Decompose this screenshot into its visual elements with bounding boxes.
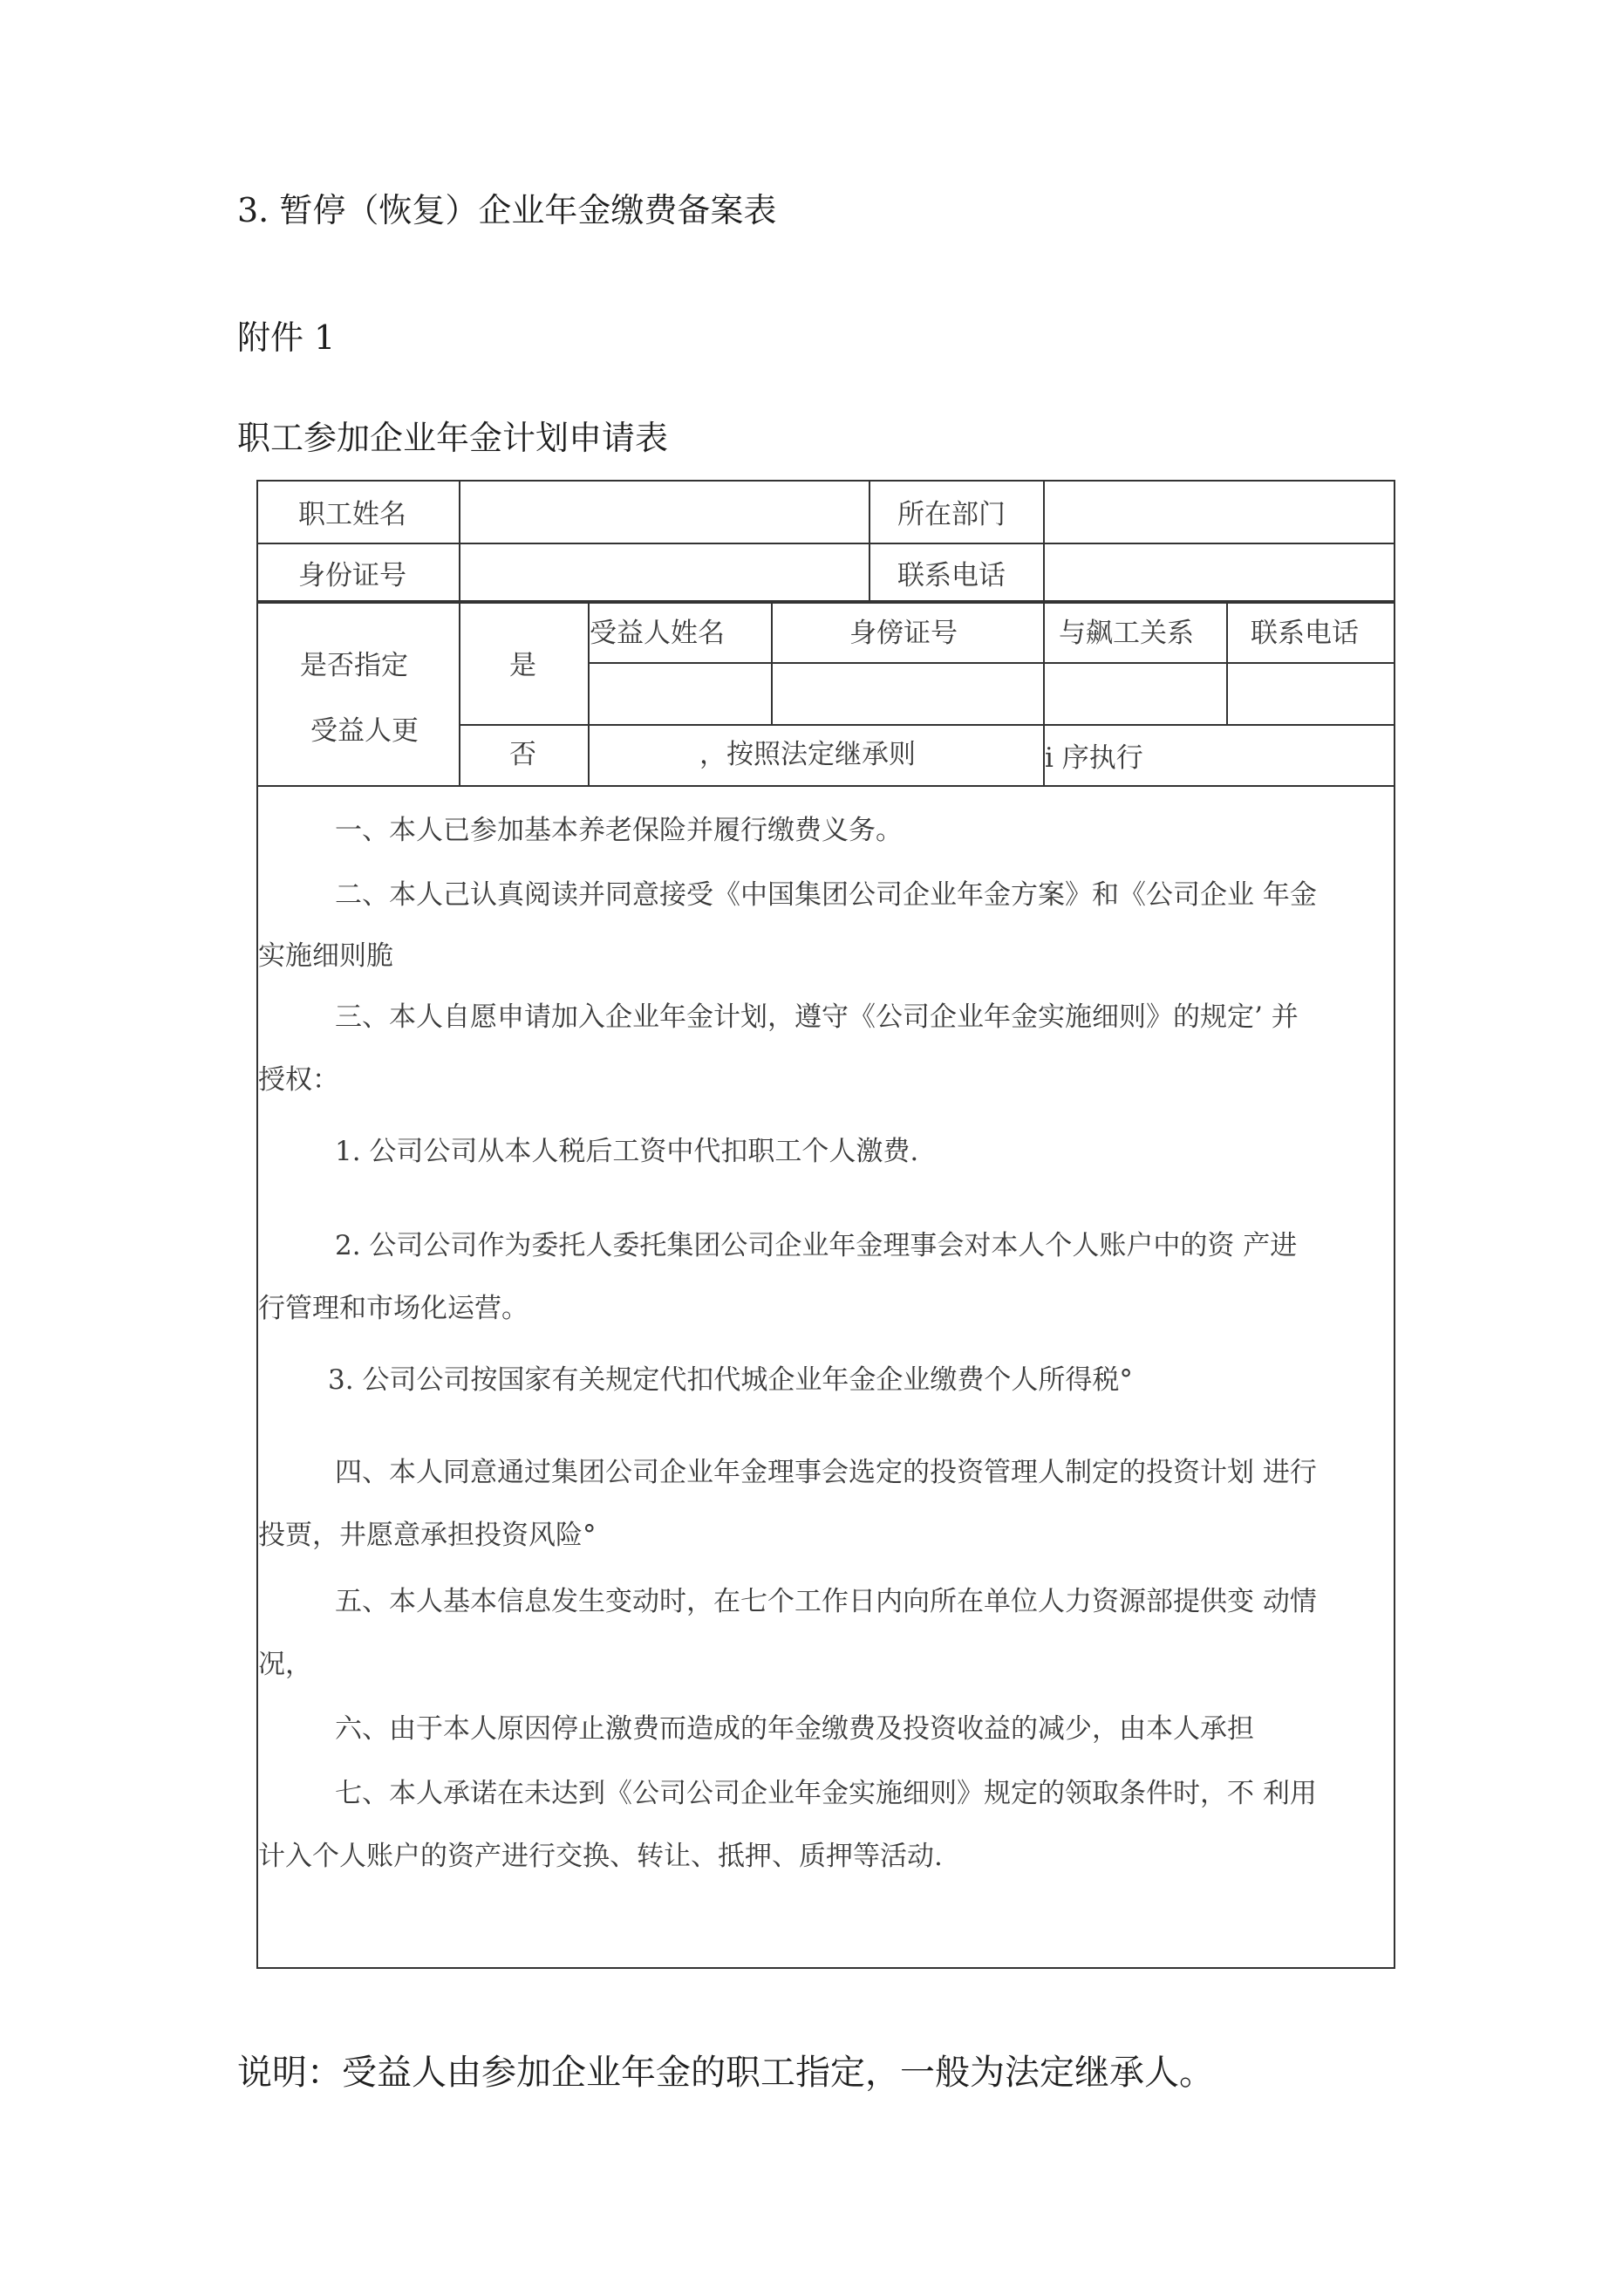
declaration-line: 六、由于本人原因停止激费而造成的年金缴费及投资收益的减少，由本人承担 — [335, 1713, 1254, 1745]
id-number-label: 身份证号 — [298, 560, 406, 591]
beneficiary-name-header: 受益人姓名 — [590, 618, 725, 649]
form-title: 职工参加企业年金计划申请表 — [237, 419, 669, 457]
explanation-note: 说明：受益人由参加企业年金的职工指定，一般为法定继承人。 — [237, 2053, 1214, 2093]
statutory-rule-text: ，按照法定继承则 — [699, 739, 916, 770]
beneficiary-id-header: 身傍证号 — [849, 618, 958, 649]
declaration-line: 三、本人自愿申请加入企业年金计划，遵守《公司企业年金实施细则》的规定’ 并 — [335, 1001, 1299, 1033]
phone-label: 联系电话 — [897, 560, 1006, 591]
declaration-line: 况， — [258, 1649, 312, 1680]
department-label: 所在部门 — [897, 499, 1006, 530]
declaration-line: 一、本人已参加基本养老保险并履行缴费义务。 — [335, 815, 903, 846]
declaration-line: 2. 公司公司作为委托人委托集团公司企业年金理事会对本人个人账户中的资 产进 — [335, 1230, 1298, 1261]
statutory-order-text: i 序执行 — [1045, 742, 1143, 774]
relation-header: 与飙工关系 — [1059, 618, 1194, 649]
declaration-line: 1. 公司公司从本人税后工资中代扣职工个人激费. — [335, 1136, 919, 1167]
designate-beneficiary-label-2: 受益人更 — [310, 715, 419, 747]
declaration-line: 四、本人同意通过集团公司企业年金理事会选定的投资管理人制定的投资计划 进行 — [335, 1457, 1317, 1488]
beneficiary-phone-header: 联系电话 — [1251, 618, 1359, 649]
employee-name-label: 职工姓名 — [298, 499, 406, 530]
no-option: 否 — [509, 739, 536, 770]
declaration-line: 计入个人账户的资产进行交换、转让、抵押、质押等活动. — [258, 1841, 943, 1872]
designate-beneficiary-label: 是否指定 — [300, 650, 408, 681]
heading: 3. 暂停（恢复）企业年金缴费备案表 — [237, 191, 777, 229]
declaration-line: 二、本人己认真阅读并同意接受《中国集团公司企业年金方案》和《公司企业 年金 — [335, 879, 1317, 911]
declaration-line: 五、本人基本信息发生变动时，在七个工作日内向所在单位人力资源部提供变 动情 — [335, 1586, 1317, 1617]
application-form-table — [256, 480, 1395, 1969]
declaration-line: 实施细则脆 — [258, 940, 393, 972]
declaration-line: 3. 公司公司按国家有关规定代扣代城企业年金企业缴费个人所得税° — [328, 1364, 1133, 1396]
declaration-line: 授权： — [258, 1064, 339, 1096]
declaration-line: 行管理和市场化运营。 — [258, 1293, 528, 1324]
declaration-line: 投贾，井愿意承担投资风险° — [258, 1520, 597, 1551]
attachment-label: 附件 1 — [237, 318, 336, 357]
declaration-line: 七、本人承诺在未达到《公司公司企业年金实施细则》规定的领取条件时，不 利用 — [335, 1778, 1317, 1809]
yes-option: 是 — [509, 650, 536, 681]
